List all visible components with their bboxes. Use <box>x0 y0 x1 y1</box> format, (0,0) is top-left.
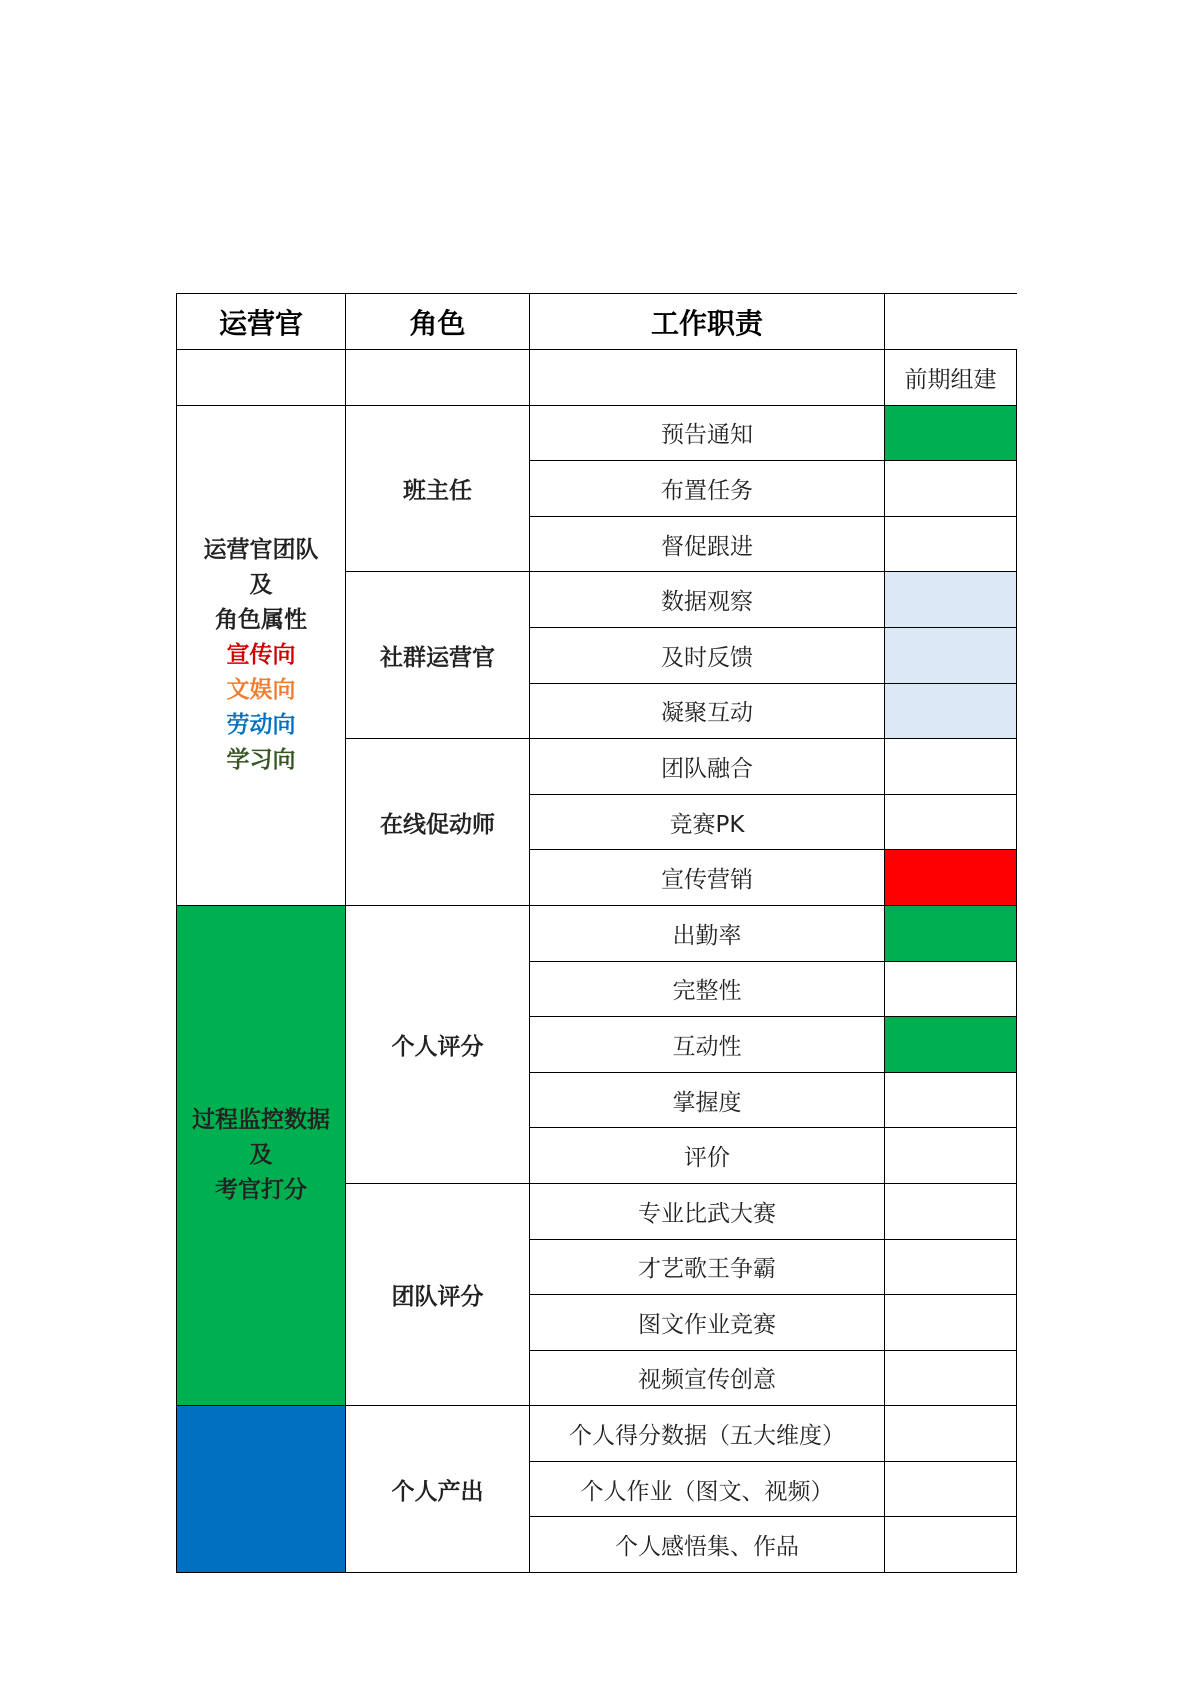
phase-status-cell <box>885 739 1017 795</box>
header-row <box>177 294 1017 350</box>
phase-label: 前期组建 <box>885 350 1017 406</box>
header-phase <box>885 294 1017 350</box>
duty-cell: 宣传营销 <box>530 850 885 906</box>
phase-status-cell <box>885 1183 1017 1239</box>
duty-cell: 布置任务 <box>530 461 885 517</box>
phase-status-cell <box>885 1017 1017 1073</box>
duty-cell: 互动性 <box>530 1017 885 1073</box>
subheader-empty-duty <box>530 350 885 406</box>
duty-table <box>176 293 1017 1573</box>
ops-group-cell <box>177 905 346 1405</box>
phase-status-cell <box>885 1461 1017 1517</box>
role-cell: 班主任 <box>346 405 530 572</box>
phase-status-cell <box>885 794 1017 850</box>
duty-cell: 出勤率 <box>530 905 885 961</box>
duty-cell: 掌握度 <box>530 1072 885 1128</box>
ops-group-line: 考官打分 <box>215 1177 307 1204</box>
duty-cell: 专业比武大赛 <box>530 1183 885 1239</box>
table-row <box>177 905 1017 961</box>
phase-status-cell <box>885 1295 1017 1351</box>
role-cell: 团队评分 <box>346 1183 530 1405</box>
duty-cell: 数据观察 <box>530 572 885 628</box>
role-attribute: 文娱向 <box>226 676 296 703</box>
phase-status-cell <box>885 405 1017 461</box>
phase-status-cell <box>885 627 1017 683</box>
duty-cell: 个人作业（图文、视频） <box>530 1461 885 1517</box>
header-role: 角色 <box>346 294 530 350</box>
phase-status-cell <box>885 905 1017 961</box>
subheader-row <box>177 350 1017 406</box>
phase-status-cell <box>885 516 1017 572</box>
phase-status-cell <box>885 572 1017 628</box>
duty-cell: 督促跟进 <box>530 516 885 572</box>
duty-cell: 才艺歌王争霸 <box>530 1239 885 1295</box>
ops-group-line: 及 <box>249 571 273 598</box>
phase-status-cell <box>885 1128 1017 1184</box>
phase-status-cell <box>885 683 1017 739</box>
ops-group-line: 角色属性 <box>215 606 307 633</box>
phase-status-cell <box>885 1072 1017 1128</box>
duty-cell: 完整性 <box>530 961 885 1017</box>
role-cell: 个人产出 <box>346 1406 530 1573</box>
phase-status-cell <box>885 1517 1017 1573</box>
phase-status-cell <box>885 850 1017 906</box>
role-attribute: 学习向 <box>226 746 296 773</box>
role-cell: 在线促动师 <box>346 739 530 906</box>
duty-cell: 竞赛PK <box>530 794 885 850</box>
phase-status-cell <box>885 961 1017 1017</box>
table-body <box>177 405 1017 1572</box>
duty-cell: 及时反馈 <box>530 627 885 683</box>
ops-group-cell <box>177 405 346 905</box>
phase-status-cell <box>885 461 1017 517</box>
duty-cell: 个人得分数据（五大维度） <box>530 1406 885 1462</box>
duty-cell: 图文作业竞赛 <box>530 1295 885 1351</box>
subheader-empty-ops <box>177 350 346 406</box>
duty-cell: 个人感悟集、作品 <box>530 1517 885 1573</box>
header-duty: 工作职责 <box>530 294 885 350</box>
subheader-empty-role <box>346 350 530 406</box>
role-attribute: 劳动向 <box>226 711 296 738</box>
duty-cell: 评价 <box>530 1128 885 1184</box>
role-attribute: 宣传向 <box>226 641 296 668</box>
table-row <box>177 405 1017 461</box>
role-cell: 社群运营官 <box>346 572 530 739</box>
duty-cell: 视频宣传创意 <box>530 1350 885 1406</box>
phase-status-cell <box>885 1350 1017 1406</box>
phase-status-cell <box>885 1239 1017 1295</box>
phase-status-cell <box>885 1406 1017 1462</box>
ops-group-line: 运营官团队 <box>203 536 319 563</box>
duty-cell: 预告通知 <box>530 405 885 461</box>
header-ops: 运营官 <box>177 294 346 350</box>
duty-cell: 凝聚互动 <box>530 683 885 739</box>
duty-cell: 团队融合 <box>530 739 885 795</box>
ops-group-line: 过程监控数据 <box>192 1107 330 1134</box>
table-row <box>177 1406 1017 1462</box>
role-cell: 个人评分 <box>346 905 530 1183</box>
ops-group-line: 及 <box>249 1142 273 1169</box>
ops-group-cell <box>177 1406 346 1573</box>
